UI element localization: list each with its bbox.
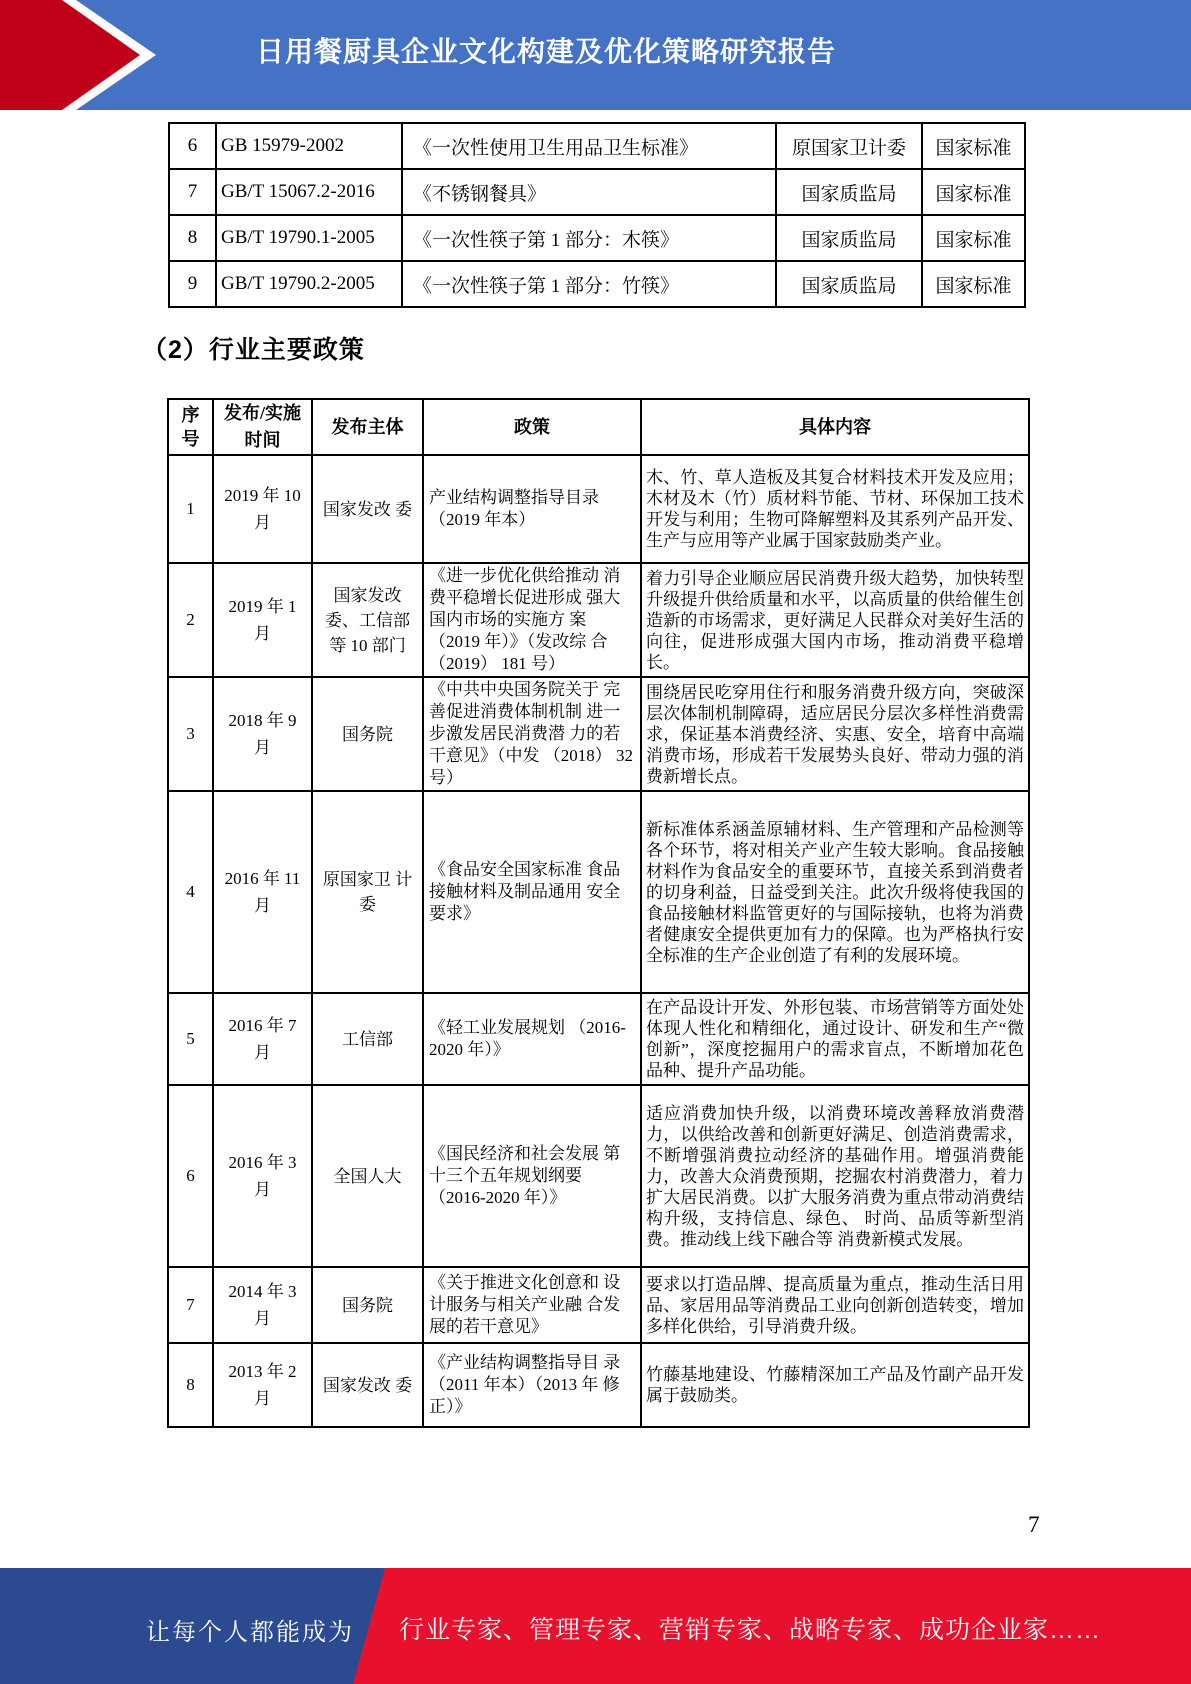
table-cell: 6: [168, 1085, 213, 1267]
table-cell: 产业结构调整指导目录 （2019 年本）: [423, 455, 641, 563]
table-cell: 2013 年 2 月: [213, 1343, 312, 1427]
table-cell: 国务院: [312, 1267, 423, 1343]
table-cell: 国家标准: [922, 215, 1025, 261]
table-row: [168, 1343, 1029, 1427]
footer: [0, 1568, 1191, 1684]
table-cell: 《国民经济和社会发展 第十三个五年规划纲要 （2016-2020 年）》: [423, 1085, 641, 1267]
table-cell: 围绕居民吃穿用住行和服务消费升级方向，突破深层次体制机制障碍，适应居民分层次多样性消费需求，保证基本消费经济、实惠、安全，培育中高端消费市场，形成若干发展势头良好、带动力强的消费新增长点。: [641, 677, 1029, 791]
table-row: [168, 1267, 1029, 1343]
table-cell: 木、竹、草人造板及其复合材料技术开发及应用；木材及木（竹）质材料节能、节材、环保加工技术开发与利用；生物可降解塑料及其系列产品开发、生产与应用等产业属于国家鼓励类产业。: [641, 455, 1029, 563]
table-cell: 国家标准: [922, 123, 1025, 169]
table-cell: 6: [169, 123, 216, 169]
table-row: [168, 563, 1029, 677]
table-cell: 7: [169, 169, 216, 215]
table-cell: 原国家卫 计委: [312, 791, 423, 993]
table-cell: 着力引导企业顺应居民消费升级大趋势，加快转型升级提升供给质量和水平，以高质量的供给催生创造新的市场需求，更好满足人民群众对美好生活的向往，促进形成强大国内市场，推动消费平稳增长。: [641, 563, 1029, 677]
table-cell: 新标准体系涵盖原辅材料、生产管理和产品检测等各个环节，将对相关产业产生较大影响。食品接触材料作为食品安全的重要环节，直接关系到消费者的切身利益，日益受到关注。此次升级将使我国的食品接触材料监管更好的与国际接轨，也将为消费者健康安全提供更加有力的保障。也为严格执行安全标准的生产企业创造了有利的发展环境。: [641, 791, 1029, 993]
table-cell: 8: [169, 215, 216, 261]
table-cell: 国家发改 委: [312, 1343, 423, 1427]
column-header-index: 序号: [168, 399, 213, 455]
column-header-date: 发布/实施时间: [213, 399, 312, 455]
table-cell: 2016 年 11 月: [213, 791, 312, 993]
table-cell: 4: [168, 791, 213, 993]
banner-arrow-icon: [0, 0, 140, 110]
table-cell: 国家标准: [922, 169, 1025, 215]
table-cell: 2016 年 7 月: [213, 993, 312, 1085]
table-cell: 在产品设计开发、外形包装、市场营销等方面处处体现人性化和精细化，通过设计、研发和生产“微创新”，深度挖掘用户的需求盲点，不断增加花色品种、提升产品功能。: [641, 993, 1029, 1085]
table-row: [169, 215, 1025, 261]
table-cell: 9: [169, 261, 216, 307]
footer-slogan-left: 让每个人都能成为: [146, 1619, 354, 1646]
table-cell: 《进一步优化供给推动 消费平稳增长促进形成 强大国内市场的实施方 案（2019 年）》（发改综 合（2019） 181 号）: [423, 563, 641, 677]
table-cell: 5: [168, 993, 213, 1085]
table-cell: 适应消费加快升级，以消费环境改善释放消费潜力，以供给改善和创新更好满足、创造消费需求，不断增强消费拉动经济的基础作用。增强消费能力，改善大众消费预期，挖掘农村消费潜力，着力扩大居民消费。以扩大服务消费为重点带动消费结构升级，支持信息、绿色、 时尚、品质等新型消费。推动线上线下融合等 消费新模式发展。: [641, 1085, 1029, 1267]
table-cell: 工信部: [312, 993, 423, 1085]
column-header-issuer: 发布主体: [312, 399, 423, 455]
table-row: [169, 261, 1025, 307]
table-row: [168, 791, 1029, 993]
table-cell: 2016 年 3 月: [213, 1085, 312, 1267]
table-cell: 2018 年 9 月: [213, 677, 312, 791]
policy-table: [167, 398, 1030, 1428]
table-cell: GB 15979-2002: [216, 123, 402, 169]
table-cell: 国家发改 委、工信部 等 10 部门: [312, 563, 423, 677]
table-row: [168, 993, 1029, 1085]
table-row: [168, 455, 1029, 563]
page-number: 7: [1028, 1512, 1040, 1537]
table-cell: 2019 年 10 月: [213, 455, 312, 563]
table-cell: 全国人大: [312, 1085, 423, 1267]
table-cell: 2019 年 1 月: [213, 563, 312, 677]
table-cell: 原国家卫计委: [776, 123, 922, 169]
standards-table: [168, 122, 1026, 308]
table-cell: 7: [168, 1267, 213, 1343]
table-cell: 8: [168, 1343, 213, 1427]
table-cell: 国家质监局: [776, 169, 922, 215]
column-header-policy: 政策: [423, 399, 641, 455]
table-cell: GB/T 15067.2-2016: [216, 169, 402, 215]
table-cell: GB/T 19790.1-2005: [216, 215, 402, 261]
table-cell: 《食品安全国家标准 食品接触材料及制品通用 安全要求》: [423, 791, 641, 993]
table-cell: 国家标准: [922, 261, 1025, 307]
table-cell: 2014 年 3 月: [213, 1267, 312, 1343]
policy-table-header-row: [168, 399, 1029, 455]
table-cell: 《一次性筷子第 1 部分：木筷》: [402, 215, 776, 261]
table-row: [169, 169, 1025, 215]
table-cell: 《中共中央国务院关于 完善促进消费体制机制 进一步激发居民消费潜 力的若干意见》（中发 （2018） 32 号）: [423, 677, 641, 791]
column-header-detail: 具体内容: [641, 399, 1029, 455]
table-cell: 2: [168, 563, 213, 677]
report-title: 日用餐厨具企业文化构建及优化策略研究报告: [255, 36, 836, 67]
footer-slogan-right: 行业专家、管理专家、营销专家、战略专家、成功企业家……: [399, 1616, 1102, 1644]
table-cell: 要求以打造品牌、提高质量为重点，推动生活日用品、家居用品等消费品工业向创新创造转变，增加多样化供给，引导消费升级。: [641, 1267, 1029, 1343]
table-cell: 《一次性使用卫生用品卫生标准》: [402, 123, 776, 169]
table-cell: 《轻工业发展规划 （2016-2020 年）》: [423, 993, 641, 1085]
table-cell: 《一次性筷子第 1 部分：竹筷》: [402, 261, 776, 307]
table-cell: 国家质监局: [776, 261, 922, 307]
table-cell: 竹藤基地建设、竹藤精深加工产品及竹副产品开发属于鼓励类。: [641, 1343, 1029, 1427]
table-row: [168, 677, 1029, 791]
table-cell: 1: [168, 455, 213, 563]
table-cell: 国家发改 委: [312, 455, 423, 563]
table-cell: 国家质监局: [776, 215, 922, 261]
table-cell: 国务院: [312, 677, 423, 791]
table-cell: 《不锈钢餐具》: [402, 169, 776, 215]
header-banner: [0, 0, 1191, 110]
section-heading: （2）行业主要政策: [142, 336, 365, 364]
table-cell: 3: [168, 677, 213, 791]
table-cell: 《产业结构调整指导目 录（2011 年本）（2013 年 修正）》: [423, 1343, 641, 1427]
table-cell: GB/T 19790.2-2005: [216, 261, 402, 307]
table-row: [168, 1085, 1029, 1267]
table-cell: 《关于推进文化创意和 设计服务与相关产业融 合发展的若干意见》: [423, 1267, 641, 1343]
table-row: [169, 123, 1025, 169]
